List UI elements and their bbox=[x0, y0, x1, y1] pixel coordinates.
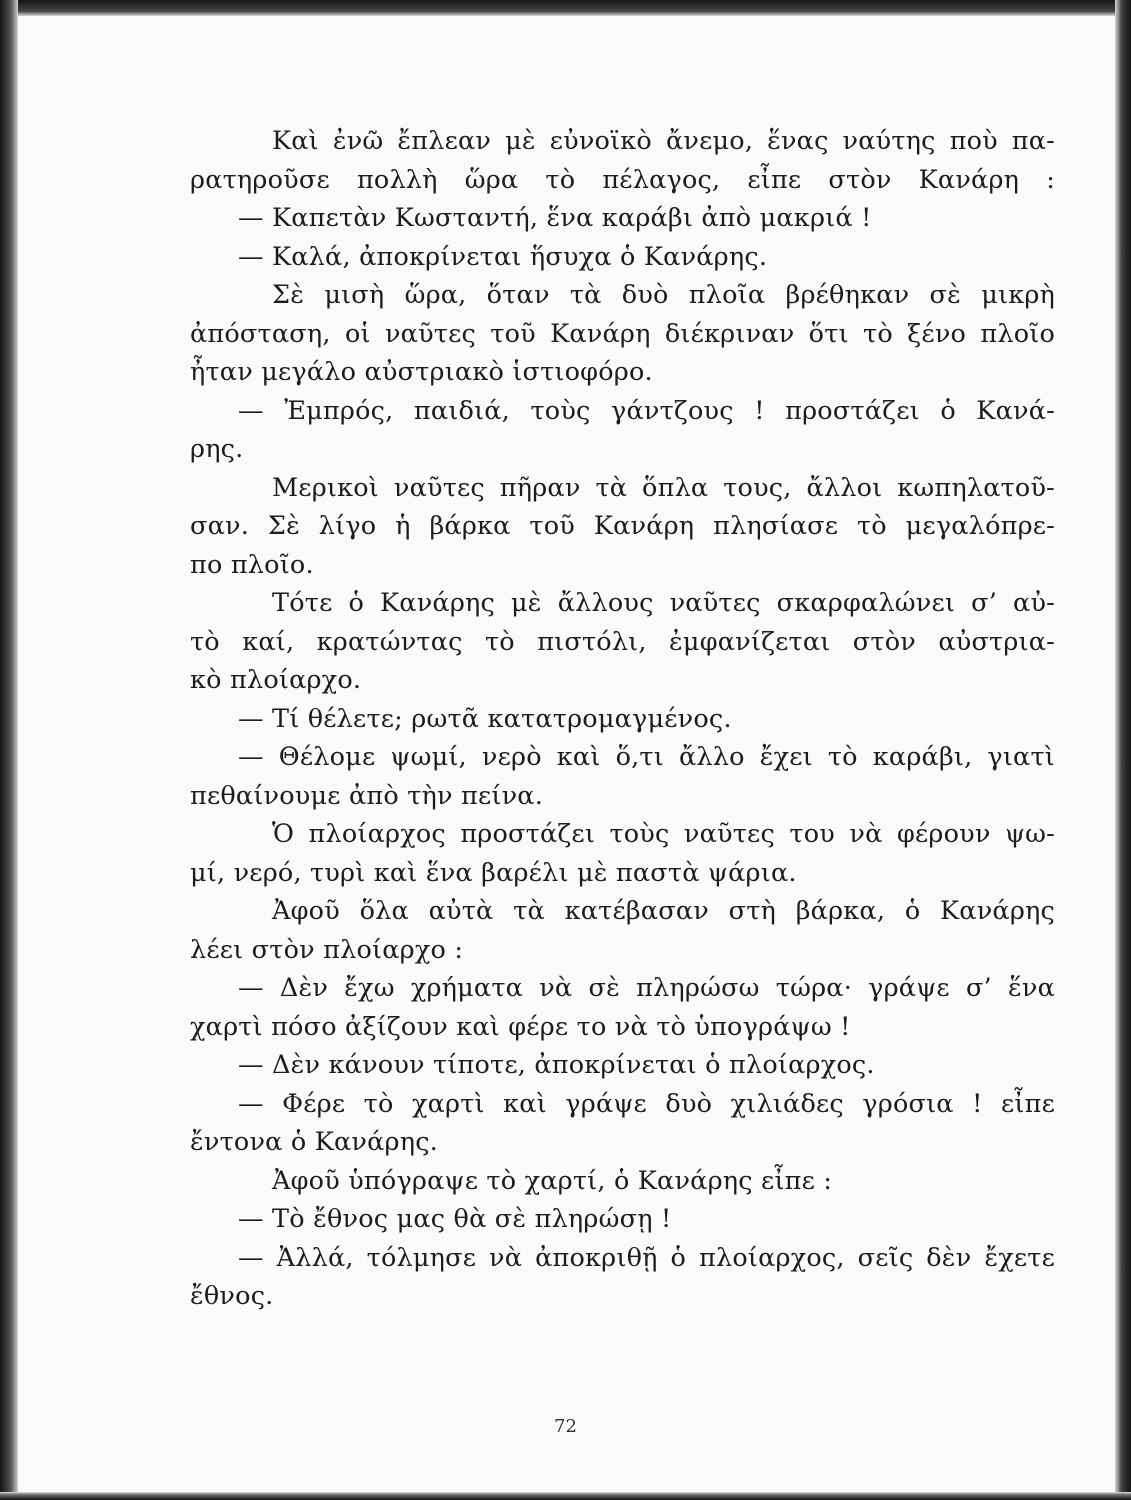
text-line: ἦταν μεγάλο αὐστριακὸ ἱστιοφόρο. bbox=[190, 357, 653, 387]
text-line: Σὲ μισὴ ὥρα, ὅταν τὰ δυὸ πλοῖα βρέθηκαν σὲ μικρὴ bbox=[272, 280, 1055, 310]
text-line: — Δὲν ἔχω χρήματα νὰ σὲ πληρώσω τώρα· γράψε σ’ ἕνα bbox=[238, 973, 1055, 1003]
text-line: λέει στὸν πλοίαρχο : bbox=[190, 934, 464, 965]
text-line: πεθαίνουμε ἀπὸ τὴν πείνα. bbox=[190, 780, 544, 811]
text-line: Μερικοὶ ναῦτες πῆραν τὰ ὅπλα τους, ἄλλοι κωπηλατοῦ- bbox=[272, 472, 1055, 503]
text-line: χαρτὶ πόσο ἀξίζουν καὶ φέρε το νὰ τὸ ὑπογράψω ! bbox=[190, 1011, 851, 1042]
text-line: μί, νερό, τυρὶ καὶ ἕνα βαρέλι μὲ παστὰ ψάρια. bbox=[190, 857, 797, 888]
text-line: ἀπόσταση, οἱ ναῦτες τοῦ Κανάρη διέκριναν ὅτι τὸ ξένο πλοῖο bbox=[190, 318, 1055, 349]
scan-border-top bbox=[0, 0, 1131, 16]
text-line: — Φέρε τὸ χαρτὶ καὶ γράψε δυὸ χιλιάδες γρόσια ! εἶπε bbox=[238, 1088, 1055, 1119]
scan-border-bottom bbox=[0, 1492, 1131, 1500]
text-line: — Καλά, ἀποκρίνεται ἥσυχα ὁ Κανάρης. bbox=[238, 241, 768, 272]
text-line: ρης. bbox=[190, 434, 244, 464]
scan-border-right bbox=[1115, 0, 1131, 1500]
text-line: — Θέλομε ψωμί, νερὸ καὶ ὅ,τι ἄλλο ἔχει τὸ καράβι, γιατὶ bbox=[238, 742, 1055, 772]
text-line: Τότε ὁ Κανάρης μὲ ἄλλους ναῦτες σκαρφαλώνει σ’ αὐ- bbox=[272, 588, 1055, 618]
text-line: πο πλοῖο. bbox=[190, 549, 314, 580]
body-text bbox=[190, 122, 1055, 1316]
text-line: — Καπετὰν Κωσταντή, ἕνα καράβι ἀπὸ μακριά ! bbox=[238, 203, 872, 233]
text-line: — Ἐμπρός, παιδιά, τοὺς γάντζους ! προστάζει ὁ Κανά- bbox=[238, 395, 1055, 426]
text-line: — Τί θέλετε; ρωτᾶ κατατρομαγμένος. bbox=[238, 703, 732, 734]
text-line: — Τὸ ἔθνος μας θὰ σὲ πληρώσῃ ! bbox=[238, 1204, 672, 1234]
text-line: Καὶ ἐνῶ ἔπλεαν μὲ εὐνοϊκὸ ἄνεμο, ἕνας ναύτης ποὺ πα- bbox=[272, 126, 1055, 156]
text-line: κὸ πλοίαρχο. bbox=[190, 665, 362, 695]
scan-border-left bbox=[0, 0, 18, 1500]
text-line: — Δὲν κάνουν τίποτε, ἀποκρίνεται ὁ πλοίαρχος. bbox=[238, 1050, 875, 1080]
text-line: Ἀφοῦ ὅλα αὐτὰ τὰ κατέβασαν στὴ βάρκα, ὁ Κανάρης bbox=[272, 896, 1055, 926]
text-line: σαν. Σὲ λίγο ἡ βάρκα τοῦ Κανάρη πλησίασε τὸ μεγαλόπρε- bbox=[190, 511, 1055, 541]
text-line: ρατηροῦσε πολλὴ ὥρα τὸ πέλαγος, εἶπε στὸν Κανάρη : bbox=[190, 164, 1055, 195]
text-line: — Ἀλλά, τόλμησε νὰ ἀποκριθῇ ὁ πλοίαρχος, σεῖς δὲν ἔχετε bbox=[238, 1242, 1055, 1273]
text-line: ἔθνος. bbox=[190, 1281, 274, 1311]
text-line: τὸ καί, κρατώντας τὸ πιστόλι, ἐμφανίζεται στὸν αὐστρια- bbox=[190, 626, 1055, 657]
text-line: Ὁ πλοίαρχος προστάζει τοὺς ναῦτες του νὰ φέρουν ψω- bbox=[272, 819, 1055, 849]
text-line: ἔντονα ὁ Κανάρης. bbox=[190, 1127, 438, 1157]
text-line: Ἀφοῦ ὑπόγραψε τὸ χαρτί, ὁ Κανάρης εἶπε : bbox=[272, 1165, 833, 1196]
page-number: 72 bbox=[554, 1416, 577, 1437]
